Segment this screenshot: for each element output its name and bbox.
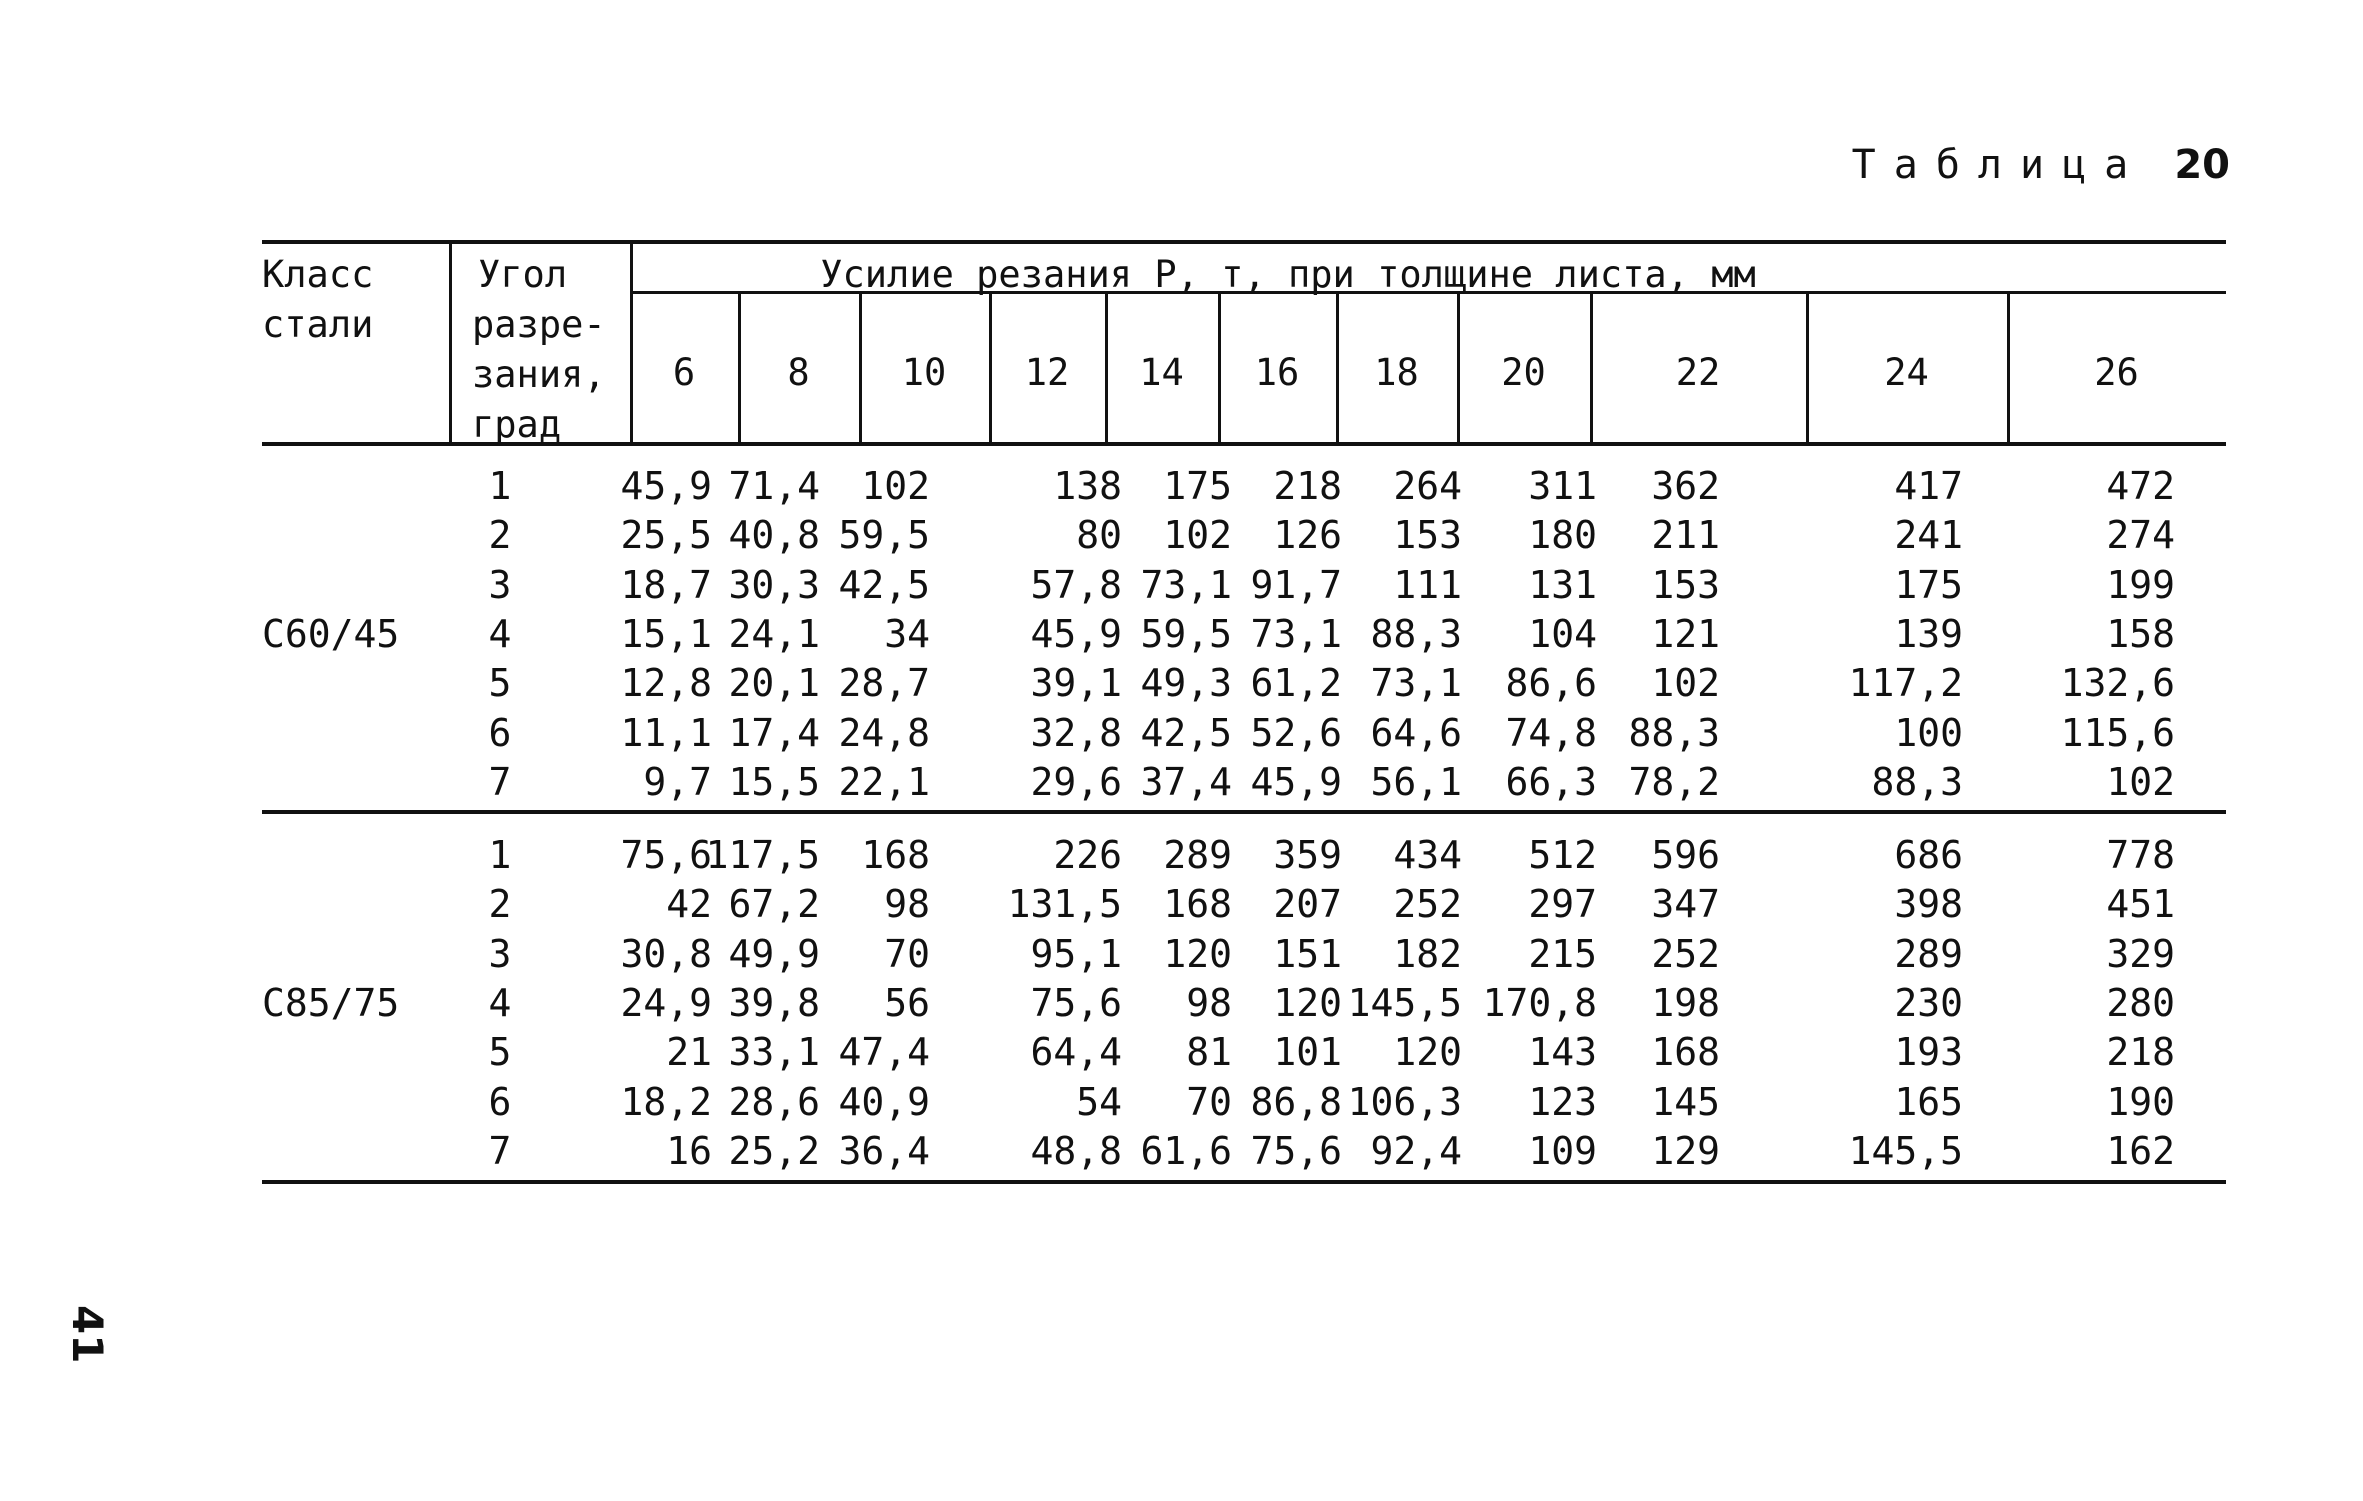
value-cell: 175: [1894, 562, 1963, 607]
value-cell: 66,3: [1505, 759, 1597, 804]
angle-cell: 4: [488, 980, 512, 1025]
value-cell: 86,8: [1250, 1079, 1342, 1124]
angle-cell: 2: [488, 882, 512, 927]
value-cell: 57,8: [1030, 562, 1122, 607]
value-cell: 75,6: [1030, 980, 1122, 1025]
value-cell: 311: [1528, 464, 1597, 508]
value-cell: 102: [1163, 513, 1232, 558]
header-angle-line: град: [472, 403, 562, 446]
value-cell: 48,8: [1030, 1128, 1122, 1173]
value-cell: 359: [1273, 833, 1342, 877]
value-cell: 226: [1053, 833, 1122, 877]
value-cell: 42,5: [1140, 710, 1232, 755]
value-cell: 139: [1894, 611, 1963, 656]
value-cell: 40,8: [728, 513, 820, 558]
value-cell: 45,9: [1250, 759, 1342, 804]
value-cell: 59,5: [1140, 611, 1232, 656]
header-force-title: Усилие резания P, т, при толщине листа, мм: [820, 253, 1756, 296]
value-cell: 24,9: [620, 980, 712, 1025]
header-thickness: 10: [901, 351, 947, 394]
value-cell: 80: [1076, 513, 1122, 558]
value-cell: 102: [2106, 759, 2175, 804]
value-cell: 199: [2106, 562, 2175, 607]
table-top-rule: [262, 240, 2226, 244]
value-cell: 180: [1528, 513, 1597, 558]
value-cell: 45,9: [620, 464, 712, 508]
header-vline-class: [449, 240, 452, 442]
value-cell: 168: [1163, 882, 1232, 927]
header-thickness: 22: [1675, 351, 1721, 394]
value-cell: 17,4: [728, 710, 820, 755]
angle-cell: 5: [488, 1030, 512, 1075]
value-cell: 91,7: [1250, 562, 1342, 607]
value-cell: 182: [1393, 931, 1462, 976]
value-cell: 16: [666, 1128, 712, 1173]
header-thickness: 18: [1374, 351, 1419, 394]
value-cell: 102: [861, 464, 930, 508]
value-cell: 252: [1393, 882, 1462, 927]
angle-cell: 7: [488, 1128, 512, 1173]
value-cell: 120: [1273, 980, 1342, 1025]
value-cell: 18,2: [620, 1079, 712, 1124]
value-cell: 39,1: [1030, 661, 1122, 706]
value-cell: 129: [1651, 1128, 1720, 1173]
caption-word: Таблица: [1851, 142, 2147, 188]
value-cell: 252: [1651, 931, 1720, 976]
value-cell: 47,4: [838, 1030, 930, 1075]
value-cell: 153: [1393, 513, 1462, 558]
value-cell: 37,4: [1140, 759, 1232, 804]
value-cell: 98: [884, 882, 930, 927]
value-cell: 145,5: [1347, 980, 1462, 1025]
value-cell: 75,6: [1250, 1128, 1342, 1173]
value-cell: 132,6: [2060, 661, 2175, 706]
value-cell: 778: [2106, 833, 2175, 877]
value-cell: 297: [1528, 882, 1597, 927]
value-cell: 25,2: [728, 1128, 820, 1173]
value-cell: 512: [1528, 833, 1597, 877]
angle-cell: 6: [488, 1079, 512, 1124]
value-cell: 170,8: [1482, 980, 1597, 1025]
value-cell: 20,1: [728, 661, 820, 706]
header-thickness: 14: [1139, 351, 1184, 394]
value-cell: 218: [2106, 1030, 2175, 1075]
caption-number: 20: [2174, 142, 2230, 188]
value-cell: 59,5: [838, 513, 930, 558]
value-cell: 45,9: [1030, 611, 1122, 656]
value-cell: 29,6: [1030, 759, 1122, 804]
value-cell: 54: [1076, 1079, 1122, 1124]
value-cell: 120: [1163, 931, 1232, 976]
value-cell: 98: [1186, 980, 1232, 1025]
value-cell: 131,5: [1007, 882, 1122, 927]
value-cell: 686: [1894, 833, 1963, 877]
value-cell: 143: [1528, 1030, 1597, 1075]
value-cell: 28,6: [728, 1079, 820, 1124]
value-cell: 24,1: [728, 611, 820, 656]
page-number: 41: [63, 1305, 112, 1364]
value-cell: 67,2: [728, 882, 820, 927]
angle-cell: 3: [488, 562, 512, 607]
angle-cell: 4: [488, 611, 512, 656]
value-cell: 362: [1651, 464, 1720, 508]
steel-class-label: С85/75: [262, 980, 400, 1025]
value-cell: 165: [1894, 1079, 1963, 1124]
value-cell: 264: [1393, 464, 1462, 508]
value-cell: 70: [884, 931, 930, 976]
value-cell: 230: [1894, 980, 1963, 1025]
value-cell: 198: [1651, 980, 1720, 1025]
value-cell: 75,6: [620, 833, 712, 877]
value-cell: 40,9: [838, 1079, 930, 1124]
header-thickness: 12: [1024, 351, 1070, 394]
value-cell: 52,6: [1250, 710, 1342, 755]
header-thickness: 20: [1501, 351, 1546, 394]
value-cell: 12,8: [620, 661, 712, 706]
value-cell: 15,1: [620, 611, 712, 656]
value-cell: 472: [2106, 464, 2175, 508]
header-steel-class-line: стали: [262, 303, 374, 346]
value-cell: 145,5: [1848, 1128, 1963, 1173]
angle-cell: 2: [488, 513, 512, 558]
header-angle-line: разре-: [472, 303, 606, 346]
angle-cell: 3: [488, 931, 512, 976]
value-cell: 92,4: [1370, 1128, 1462, 1173]
value-cell: 86,6: [1505, 661, 1597, 706]
table-bottom-rule: [262, 1180, 2226, 1184]
angle-cell: 7: [488, 759, 512, 804]
value-cell: 73,1: [1140, 562, 1232, 607]
header-angle-line: зания,: [472, 353, 606, 396]
value-cell: 73,1: [1250, 611, 1342, 656]
value-cell: 18,7: [620, 562, 712, 607]
header-vline-angle: [630, 240, 633, 442]
value-cell: 73,1: [1370, 661, 1462, 706]
value-cell: 39,8: [728, 980, 820, 1025]
value-cell: 42: [666, 882, 712, 927]
value-cell: 434: [1393, 833, 1462, 877]
value-cell: 162: [2106, 1128, 2175, 1173]
value-cell: 71,4: [728, 464, 820, 508]
value-cell: 168: [861, 833, 930, 877]
value-cell: 138: [1053, 464, 1122, 508]
value-cell: 88,3: [1370, 611, 1462, 656]
value-cell: 95,1: [1030, 931, 1122, 976]
value-cell: 30,8: [620, 931, 712, 976]
value-cell: 120: [1393, 1030, 1462, 1075]
value-cell: 64,6: [1370, 710, 1462, 755]
value-cell: 34: [884, 611, 930, 656]
header-thickness: 6: [672, 351, 696, 394]
value-cell: 25,5: [620, 513, 712, 558]
value-cell: 56: [884, 980, 930, 1025]
value-cell: 121: [1651, 611, 1720, 656]
header-angle-line: Угол: [478, 253, 568, 296]
value-cell: 111: [1393, 562, 1462, 607]
value-cell: 15,5: [728, 759, 820, 804]
header-thickness: 24: [1884, 351, 1929, 394]
value-cell: 88,3: [1871, 759, 1963, 804]
value-cell: 131: [1528, 562, 1597, 607]
steel-class-label: С60/45: [262, 611, 400, 656]
value-cell: 21: [666, 1030, 712, 1075]
value-cell: 24,8: [838, 710, 930, 755]
value-cell: 289: [1894, 931, 1963, 976]
value-cell: 102: [1651, 661, 1720, 706]
angle-cell: 1: [488, 833, 512, 877]
value-cell: 11,1: [620, 710, 712, 755]
value-cell: 280: [2106, 980, 2175, 1025]
group-divider-rule: [262, 810, 2226, 814]
value-cell: 123: [1528, 1079, 1597, 1124]
value-cell: 117,2: [1848, 661, 1963, 706]
value-cell: 22,1: [838, 759, 930, 804]
value-cell: 190: [2106, 1079, 2175, 1124]
value-cell: 175: [1163, 464, 1232, 508]
value-cell: 215: [1528, 931, 1597, 976]
header-thickness: 16: [1254, 351, 1300, 394]
header-thickness: 26: [2094, 351, 2139, 394]
value-cell: 56,1: [1370, 759, 1462, 804]
value-cell: 329: [2106, 931, 2175, 976]
value-cell: 211: [1651, 513, 1720, 558]
value-cell: 36,4: [838, 1128, 930, 1173]
value-cell: 193: [1894, 1030, 1963, 1075]
angle-cell: 1: [488, 464, 512, 508]
value-cell: 241: [1894, 513, 1963, 558]
angle-cell: 6: [488, 710, 512, 755]
value-cell: 274: [2106, 513, 2175, 558]
header-steel-class-line: Класс: [262, 253, 374, 296]
value-cell: 64,4: [1030, 1030, 1122, 1075]
value-cell: 81: [1186, 1030, 1232, 1075]
value-cell: 49,9: [728, 931, 820, 976]
value-cell: 151: [1273, 931, 1342, 976]
value-cell: 115,6: [2060, 710, 2175, 755]
value-cell: 207: [1273, 882, 1342, 927]
value-cell: 126: [1273, 513, 1342, 558]
value-cell: 347: [1651, 882, 1720, 927]
value-cell: 596: [1651, 833, 1720, 877]
value-cell: 168: [1651, 1030, 1720, 1075]
table-caption: [1830, 142, 2230, 188]
value-cell: 289: [1163, 833, 1232, 877]
value-cell: 398: [1894, 882, 1963, 927]
angle-cell: 5: [488, 661, 512, 706]
value-cell: 100: [1894, 710, 1963, 755]
value-cell: 49,3: [1140, 661, 1232, 706]
value-cell: 61,2: [1250, 661, 1342, 706]
value-cell: 218: [1273, 464, 1342, 508]
value-cell: 106,3: [1347, 1079, 1462, 1124]
value-cell: 101: [1273, 1030, 1342, 1075]
value-cell: 78,2: [1628, 759, 1720, 804]
value-cell: 61,6: [1140, 1128, 1232, 1173]
value-cell: 74,8: [1505, 710, 1597, 755]
value-cell: 88,3: [1628, 710, 1720, 755]
value-cell: 117,5: [705, 833, 820, 877]
value-cell: 417: [1894, 464, 1963, 508]
value-cell: 158: [2106, 611, 2175, 656]
value-cell: 145: [1651, 1079, 1720, 1124]
header-thickness: 8: [787, 351, 810, 394]
value-cell: 104: [1528, 611, 1597, 656]
value-cell: 33,1: [728, 1030, 820, 1075]
value-cell: 109: [1528, 1128, 1597, 1173]
value-cell: 153: [1651, 562, 1720, 607]
value-cell: 9,7: [643, 759, 712, 804]
value-cell: 30,3: [728, 562, 820, 607]
value-cell: 451: [2106, 882, 2175, 927]
value-cell: 42,5: [838, 562, 930, 607]
value-cell: 70: [1186, 1079, 1232, 1124]
value-cell: 32,8: [1030, 710, 1122, 755]
value-cell: 28,7: [838, 661, 930, 706]
